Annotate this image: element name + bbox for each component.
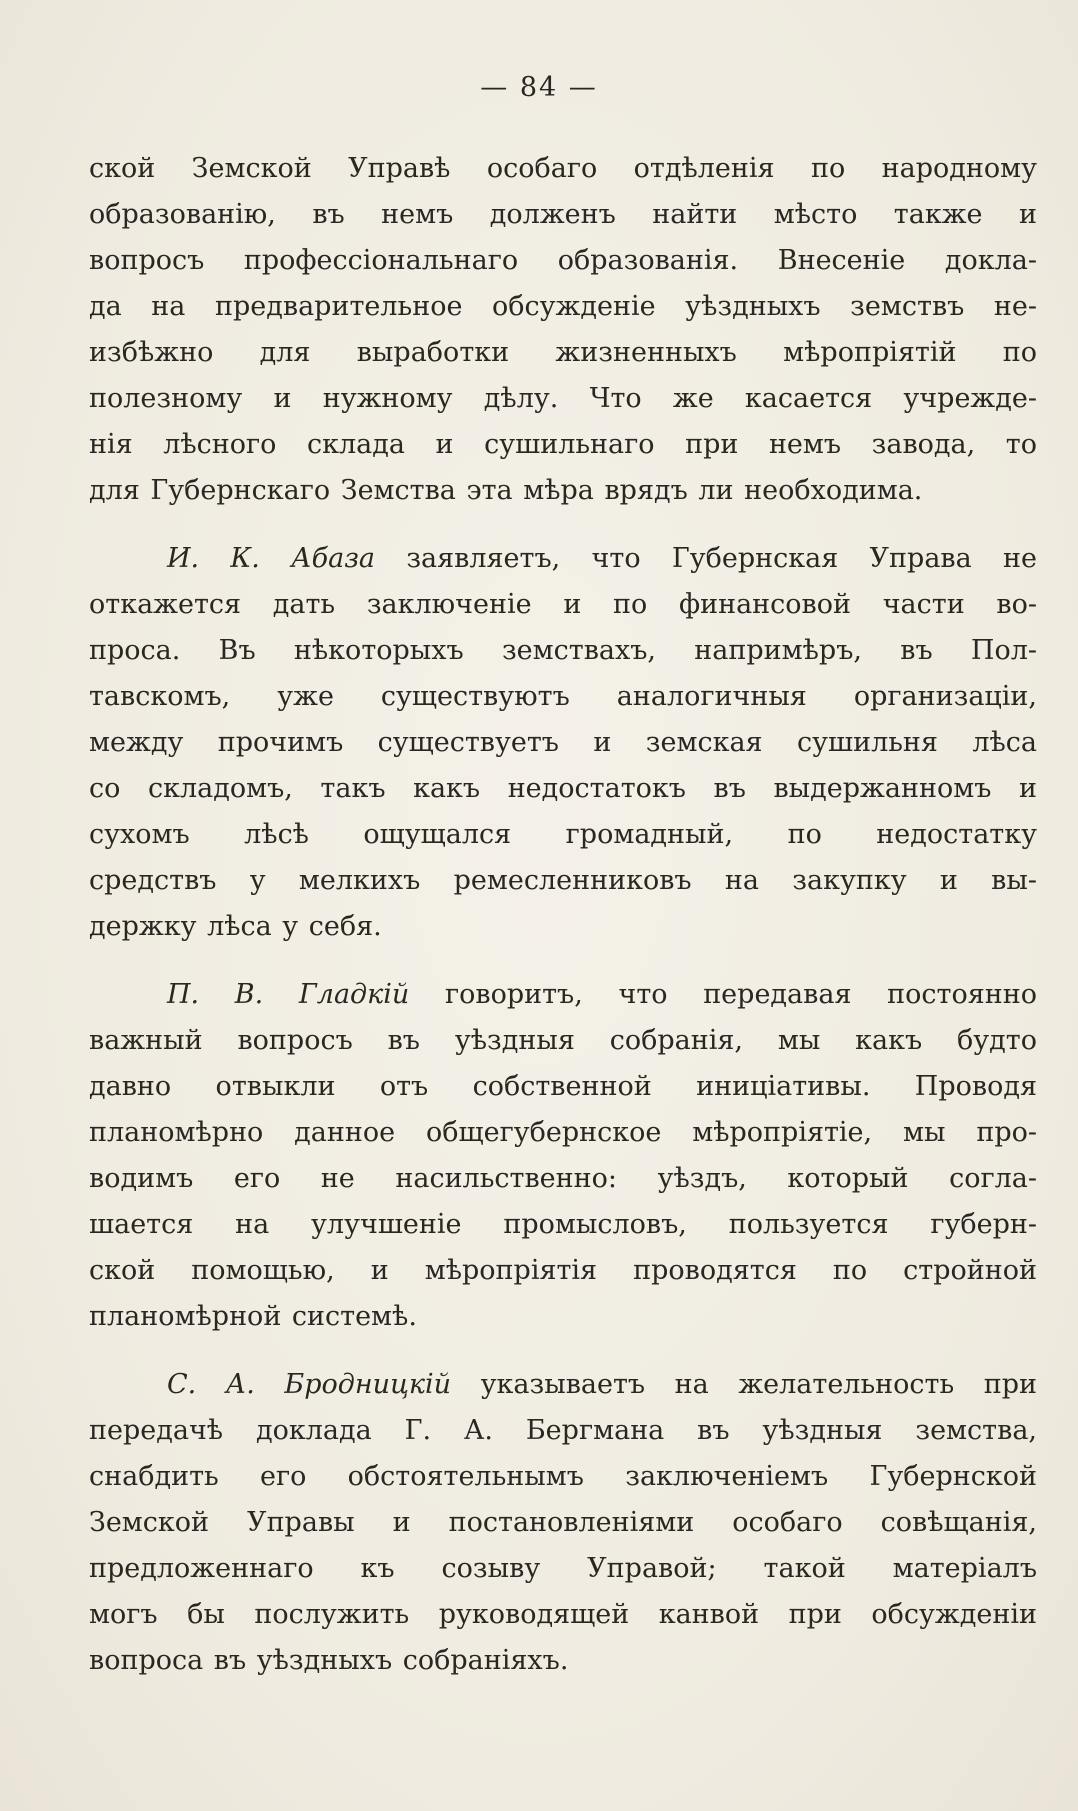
paragraph-1 — [89, 146, 1037, 514]
paragraph-gap — [89, 1340, 1037, 1362]
text-line: могъ бы послужить руководящей канвой при обсужденіи — [89, 1599, 1037, 1630]
text-line: шается на улучшеніе промысловъ, пользуется губерн- — [89, 1209, 1037, 1240]
text-line: ской помощью, и мѣропріятія проводятся по стройной — [89, 1255, 1037, 1286]
page-number: — 84 — — [480, 72, 598, 103]
text-line-rest: указываетъ на желательность при — [451, 1369, 1037, 1400]
text-line: передачѣ доклада Г. А. Бергмана въ уѣздныя земства, — [89, 1415, 1037, 1446]
text-line: снабдить его обстоятельнымъ заключеніемъ Губернской — [89, 1461, 1037, 1492]
text-line: образованію, въ немъ долженъ найти мѣсто также и — [89, 199, 1037, 230]
text-line: проса. Въ нѣкоторыхъ земствахъ, напримѣръ, въ Пол- — [89, 635, 1037, 666]
text-line: вопросъ профессіональнаго образованія. Внесеніе докла- — [89, 245, 1037, 276]
text-line: между прочимъ существуетъ и земская сушильня лѣса — [89, 727, 1037, 758]
text-line: тавскомъ, уже существуютъ аналогичныя организаціи, — [89, 681, 1037, 712]
paragraph-2 — [89, 536, 1037, 950]
text-line: держку лѣса у себя. — [89, 911, 382, 942]
text-line: водимъ его не насильственно: уѣздъ, который согла- — [89, 1163, 1037, 1194]
speaker-name: П. В. Гладкій — [167, 979, 410, 1010]
text-line: планомѣрно данное общегубернское мѣропріятіе, мы про- — [89, 1117, 1037, 1148]
text-line: предложеннаго къ созыву Управой; такой матеріалъ — [89, 1553, 1037, 1584]
text-line — [89, 972, 1037, 1018]
text-line: откажется дать заключеніе и по финансовой части во- — [89, 589, 1037, 620]
text-body — [89, 146, 1037, 1684]
text-line: для Губернскаго Земства эта мѣра врядъ ли необходима. — [89, 475, 923, 506]
text-line: ской Земской Управѣ особаго отдѣленія по народному — [89, 153, 1037, 184]
text-line — [89, 536, 1037, 582]
text-line: давно отвыкли отъ собственной иниціативы. Проводя — [89, 1071, 1037, 1102]
paragraph-4 — [89, 1362, 1037, 1684]
text-line: вопроса въ уѣздныхъ собраніяхъ. — [89, 1645, 569, 1676]
text-line: со складомъ, такъ какъ недостатокъ въ выдержанномъ и — [89, 773, 1037, 804]
paragraph-3 — [89, 972, 1037, 1340]
text-line-rest: заявляетъ, что Губернская Управа не — [375, 543, 1037, 574]
speaker-name: И. К. Абаза — [167, 543, 376, 574]
text-line-rest: говоритъ, что передавая постоянно — [409, 979, 1037, 1010]
speaker-name: С. А. Бродницкій — [167, 1369, 452, 1400]
text-line: планомѣрной системѣ. — [89, 1301, 417, 1332]
text-line: полезному и нужному дѣлу. Что же касается учрежде- — [89, 383, 1037, 414]
text-line: избѣжно для выработки жизненныхъ мѣропріятій по — [89, 337, 1037, 368]
text-line: нія лѣсного склада и сушильнаго при немъ завода, то — [89, 429, 1037, 460]
paragraph-gap — [89, 950, 1037, 972]
text-line: да на предварительное обсужденіе уѣздныхъ земствъ не- — [89, 291, 1037, 322]
paragraph-gap — [89, 514, 1037, 536]
text-line — [89, 1362, 1037, 1408]
text-line: средствъ у мелкихъ ремесленниковъ на закупку и вы- — [89, 865, 1037, 896]
text-line: сухомъ лѣсѣ ощущался громадный, по недостатку — [89, 819, 1037, 850]
text-line: важный вопросъ въ уѣздныя собранія, мы какъ будто — [89, 1025, 1037, 1056]
text-line: Земской Управы и постановленіями особаго совѣщанія, — [89, 1507, 1037, 1538]
